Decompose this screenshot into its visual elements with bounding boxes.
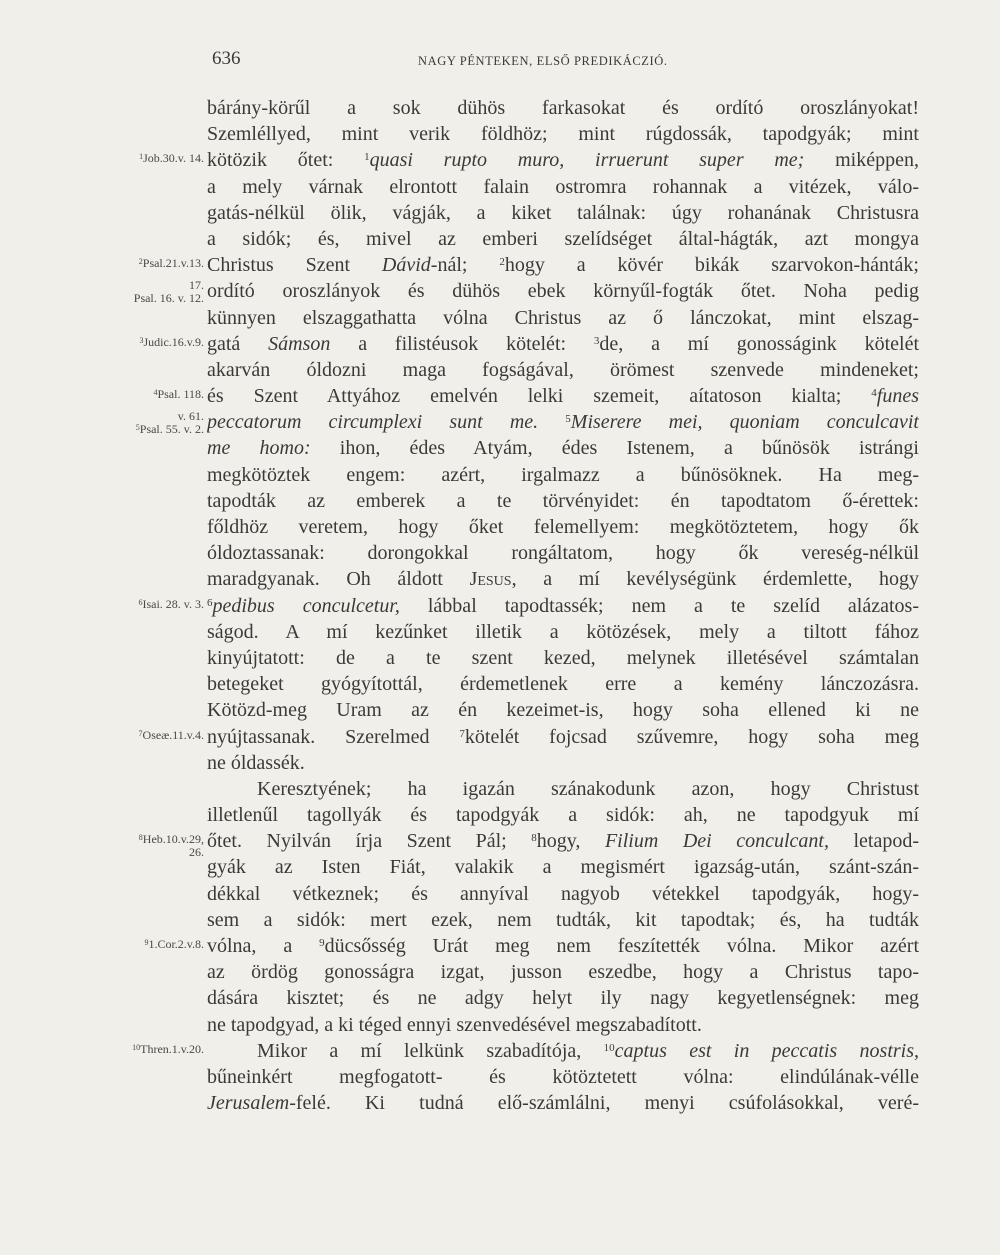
- text-line: $^2$Psal.21.v.13. Christus Szent Dávid-nál; $^2$hogy a kövér bikák szarvokon-hánták;: [138, 254, 919, 277]
- margin-note: $^{10}$Thren.1.v.20.: [132, 1041, 204, 1056]
- text-line: bárány-körűl a sok dühös farkasokat és ordító oroszlányokat!: [207, 97, 919, 119]
- margin-note: $^9$1.Cor.2.v.8.: [144, 937, 204, 951]
- text-line: ne óldassék.: [207, 751, 305, 774]
- page-header: [0, 48, 1000, 78]
- text-line: óldoztassanak: dorongokkal rongáltatom, hogy ők vereség-nélkül: [207, 542, 919, 565]
- text-line: gyák az Isten Fiát, valakik a megismért igazság-után, szánt-szán-: [207, 856, 919, 879]
- text-line: megkötöztek engem: azért, irgalmazz a bűnösöknek. Ha meg-: [207, 463, 919, 486]
- margin-note: $^1$Job.30.v. 14.: [139, 151, 204, 166]
- text-line: kinyújtatott: de a te szent kezed, melynek illetésével számtalan: [207, 646, 919, 669]
- text-line: $^{10}$Thren.1.v.20. Mikor a mí lelkünk szabadítója, $^{10}$captus est in peccatis nostris,: [132, 1039, 919, 1062]
- text-line: dására kisztet; és ne adgy helyt ily nagy kegyetlenségnek: meg: [207, 987, 919, 1010]
- text-line: a sidók; és, mivel az emberi szelídséget által-hágták, azt mongya: [207, 227, 919, 250]
- text-line: a mely várnak elrontott falain ostromra rohannak a vitézek, válo-: [207, 175, 919, 198]
- text-line: gatás-nélkül ölik, vágják, a kiket találnak: úgy rohanának Christusra: [207, 201, 919, 224]
- text-line: maradgyanak. Oh áldott Jesus, a mí kevélységünk érdemlette, hogy: [207, 568, 919, 591]
- margin-note: v. 61. $^5$Psal. 55. v. 2.: [135, 409, 204, 437]
- text-line: $^6$Isai. 28. v. 3. $^6$pedibus conculcetur, lábbal tapodtassék; nem a te szelíd alázatos-: [138, 594, 919, 617]
- text-line: tapodták az emberek a te törvényidet: én tapodtatom ő-érettek:: [207, 489, 919, 512]
- text-line: $^7$Oseæ.11.v.4. nyújtassanak. Szerelmed $^7$kötelét fojcsad szűvemre, hogy soha meg: [138, 725, 919, 748]
- page-number: 636: [212, 48, 241, 69]
- text-line: 17. Psal. 16. v. 12. ordító oroszlányok és dühös ebek környűl-fogták őtet. Noha pedig: [133, 278, 919, 306]
- text-line: akarván óldozni maga fogságával, örömest szenvede mindeneket;: [207, 358, 919, 381]
- text-line: Szemléllyed, mint verik földhöz; mint rúgdossák, tapodgyák; mint: [207, 123, 919, 146]
- text-line: bűneinkért megfogatott- és kötöztetett vólna: elindúlának-vélle: [207, 1065, 919, 1088]
- text-line: $^8$Heb.10.v.29, 26. őtet. Nyilván írja Szent Pál; $^8$hogy, Filium Dei conculcant, letapod-: [138, 830, 919, 860]
- margin-note: $^4$Psal. 118.: [153, 387, 204, 402]
- body-text: [0, 96, 1000, 1117]
- text-line: sem a sidók: mert ezek, nem tudták, kit tapodtak; és, ha tudták: [207, 908, 919, 931]
- text-line: betegeket gyógyítottál, érdemetlenek erre a kemény lánczozásra.: [207, 673, 919, 696]
- text-line: az ördög gonosságra izgat, jusson eszedbe, hogy a Christus tapo-: [207, 961, 919, 984]
- margin-note: $^6$Isai. 28. v. 3.: [138, 596, 204, 611]
- text-line: $^4$Psal. 118. és Szent Attyához emelvén lelki szemeit, aítatoson kialta; $^4$funes: [153, 385, 919, 408]
- text-line: illetlenűl tagollyák és tapodgyák a sidók: ah, ne tapodgyuk mí: [207, 804, 919, 827]
- text-line: $^9$1.Cor.2.v.8. vólna, a $^9$dücsősség Urát meg nem feszítették vólna. Mikor azért: [144, 935, 919, 957]
- text-line: főldhöz veretem, hogy őket felemellyem: megkötöztetem, hogy ők: [207, 516, 919, 538]
- text-line: me homo: ihon, édes Atyám, édes Istenem, a bűnösök istrángi: [207, 437, 919, 460]
- text-line: Keresztyének; ha igazán szánakodunk azon, hogy Christust: [257, 777, 919, 800]
- text-line: Jerusalem-felé. Ki tudná elő-számlálni, menyi csúfolásokkal, veré-: [207, 1092, 919, 1115]
- text-line: v. 61. $^5$Psal. 55. v. 2. peccatorum circumplexi sunt me. $^5$Miserere mei, quoniam conculcavit: [135, 409, 919, 437]
- margin-note: $^8$Heb.10.v.29, 26.: [138, 832, 204, 860]
- margin-note: $^7$Oseæ.11.v.4.: [138, 727, 204, 742]
- text-line: ságod. A mí kezűnket illetik a kötözések, mely a tiltott fához: [207, 620, 919, 643]
- text-line: Kötözd-meg Uram az én kezeimet-is, hogy soha ellened ki ne: [207, 699, 919, 722]
- margin-note: $^2$Psal.21.v.13.: [138, 256, 204, 271]
- text-line: künnyen elszaggathatta vólna Christus az ő lánczokat, mint elszag-: [207, 306, 919, 329]
- text-line: dékkal vétkeznek; és annyíval nagyob vétekkel tapodgyák, hogy-: [207, 882, 919, 905]
- text-line: $^3$Judic.16.v.9. gatá Sámson a filistéusok kötelét: $^3$de, a mí gonosságink kötelét: [139, 332, 919, 355]
- margin-note: $^3$Judic.16.v.9.: [139, 334, 204, 349]
- text-line: ne tapodgyad, a ki téged ennyi szenvedésével megszabadított.: [207, 1013, 702, 1036]
- running-head: NAGY PÉNTEKEN, ELSŐ PREDIKÁCZIÓ.: [418, 54, 668, 68]
- text-line: $^1$Job.30.v. 14. kötözik őtet: $^1$quasi rupto muro, irruerunt super me; miképpen,: [139, 149, 919, 172]
- margin-note: 17. Psal. 16. v. 12.: [133, 278, 204, 306]
